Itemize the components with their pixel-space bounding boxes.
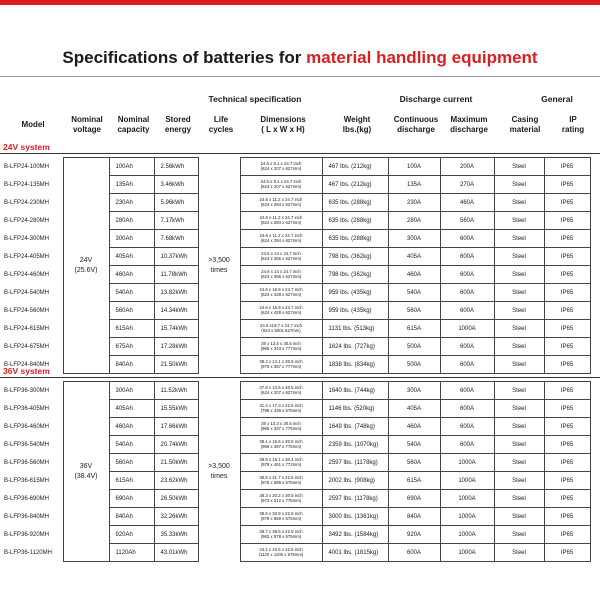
cell-casing: Steel (494, 544, 544, 562)
dimension-mm: (624 x 284 x 627mm) (260, 219, 302, 225)
cell-continuous-discharge: 230A (388, 194, 440, 212)
dimension-inch: 24.6 x 16.9 x 24.7 inch (259, 304, 303, 310)
dimension-inch: 38 x 13.5 x 30.5 inch (261, 340, 301, 346)
cell-model: B-LFP24-135MH (4, 181, 50, 188)
cell-casing: Steel (494, 356, 544, 374)
cell-maximum-discharge: 600A (440, 284, 494, 302)
cell-capacity: 300Ah (109, 230, 154, 248)
cell-energy: 3.46kWh (154, 176, 198, 194)
cell-ip-rating: IP65 (544, 338, 590, 356)
cell-maximum-discharge: 600A (440, 230, 494, 248)
cell-maximum-discharge: 1000A (440, 472, 494, 490)
cell-casing: Steel (494, 320, 544, 338)
group-technical-spec: Technical specification (208, 94, 302, 104)
cell-life-cycles (198, 382, 240, 562)
cell-ip-rating: IP65 (544, 302, 590, 320)
col-header-nominal-voltage: Nominal voltage (71, 115, 103, 134)
cell-dimensions (240, 338, 322, 356)
dimension-mm: (969 x 397 x 775mm) (260, 443, 302, 449)
dimension-mm: (624 x 356 x 627mm) (260, 255, 302, 261)
voltage-actual: (38.4V) (74, 472, 98, 480)
cell-capacity: 135Ah (109, 176, 154, 194)
cell-ip-rating: IP65 (544, 266, 590, 284)
cell-energy: 32.26kWh (154, 508, 198, 526)
cell-ip-rating: IP65 (544, 176, 590, 194)
col-header-ip-rating: IP rating (561, 115, 585, 134)
cell-casing: Steel (494, 302, 544, 320)
cell-capacity: 675Ah (109, 338, 154, 356)
dimension-mm: (965 x 343 x 777mm) (260, 345, 302, 351)
voltage-value: 24V (79, 257, 93, 265)
dimension-inch: 24.6 x 16.9 x 24.7 inch (259, 286, 303, 292)
cell-casing: Steel (494, 176, 544, 194)
cell-model: B-LFP24-615MH (4, 325, 50, 332)
cell-energy: 15.74kWh (154, 320, 198, 338)
cell-energy: 17.66kWh (154, 418, 198, 436)
cell-maximum-discharge: 200A (440, 158, 494, 176)
cell-capacity: 280Ah (109, 212, 154, 230)
cell-ip-rating: IP65 (544, 382, 590, 400)
dimension-mm: (978 x 461 x 772mm) (260, 461, 302, 467)
col-header-life-cycles: Life cycles (208, 115, 234, 134)
cycles-value: >3,500 (208, 463, 230, 471)
dimension-mm: (624 x 207 x 627mm) (260, 389, 302, 395)
dimension-inch: 38.3 x 20.2 x 30.5 inch (259, 492, 303, 498)
cell-continuous-discharge: 560A (388, 454, 440, 472)
cell-casing: Steel (494, 526, 544, 544)
cell-energy: 7.68kWh (154, 230, 198, 248)
cell-weight: 1649 lbs. (748kg) (322, 418, 388, 436)
dimension-inch: 38.2 x 14.1 x 30.6 inch (259, 358, 303, 364)
dimension-mm: (624 x 284 x 627mm) (260, 201, 302, 207)
cell-energy: 26.50kWh (154, 490, 198, 508)
col-header-nominal-capacity: Nominal capacity (117, 115, 150, 134)
cell-casing: Steel (494, 490, 544, 508)
cell-ip-rating: IP65 (544, 284, 590, 302)
dimension-inch: 38.5 x 33.8 x 22.6 inch (259, 510, 303, 516)
cell-continuous-discharge: 300A (388, 230, 440, 248)
cell-capacity: 920Ah (109, 526, 154, 544)
cell-maximum-discharge: 1000A (440, 544, 494, 562)
cell-model: B-LFP24-230MH (4, 199, 50, 206)
cell-casing: Steel (494, 158, 544, 176)
voltage-actual: (25.6V) (74, 266, 98, 274)
dimension-inch: 38.7 x 38.5 x 22.6 inch (259, 528, 303, 534)
cell-ip-rating: IP65 (544, 544, 590, 562)
cell-model: B-LFP36-405MH (4, 405, 50, 412)
cell-continuous-discharge: 540A (388, 436, 440, 454)
cell-energy: 10.37kWh (154, 248, 198, 266)
cell-continuous-discharge: 300A (388, 382, 440, 400)
col-header-stored-energy: Stored energy (164, 115, 192, 134)
cell-weight: 798 lbs. (362kg) (322, 266, 388, 284)
col-header-model: Model (21, 120, 45, 130)
cell-dimensions (240, 418, 322, 436)
cell-weight: 959 lbs. (435kg) (322, 302, 388, 320)
cell-weight: 2002 lbs. (908kg) (322, 472, 388, 490)
cell-casing: Steel (494, 338, 544, 356)
cell-energy: 21.50kWh (154, 454, 198, 472)
dimension-mm: (978 x 859 x 575mm) (260, 515, 302, 521)
cell-capacity: 560Ah (109, 454, 154, 472)
cell-capacity: 460Ah (109, 266, 154, 284)
cell-ip-rating: IP65 (544, 320, 590, 338)
cell-ip-rating: IP65 (544, 248, 590, 266)
cell-casing: Steel (494, 508, 544, 526)
cell-model: B-LFP36-460MH (4, 423, 50, 430)
cell-continuous-discharge: 460A (388, 418, 440, 436)
cell-continuous-discharge: 690A (388, 490, 440, 508)
cell-ip-rating: IP65 (544, 436, 590, 454)
cell-dimensions (240, 356, 322, 374)
cell-continuous-discharge: 840A (388, 508, 440, 526)
cell-model: B-LFP36-690MH (4, 495, 50, 502)
cell-weight: 635 lbs. (288kg) (322, 230, 388, 248)
cell-ip-rating: IP65 (544, 454, 590, 472)
dimension-mm: (798 x 439 x 575mm) (260, 407, 302, 413)
cell-energy: 11.52kWh (154, 382, 198, 400)
cell-dimensions (240, 212, 322, 230)
cell-capacity: 560Ah (109, 302, 154, 320)
cell-capacity: 300Ah (109, 382, 154, 400)
cell-weight: 959 lbs. (435kg) (322, 284, 388, 302)
cell-ip-rating: IP65 (544, 158, 590, 176)
cell-continuous-discharge: 540A (388, 284, 440, 302)
cell-model: B-LFP36-615MH (4, 477, 50, 484)
dimension-mm: (965 x 337 x 775mm) (260, 425, 302, 431)
dimension-inch: 24.6 x 8.1 x 24.7 inch (260, 178, 302, 184)
cell-capacity: 840Ah (109, 356, 154, 374)
cell-energy: 15.55kWh (154, 400, 198, 418)
cell-maximum-discharge: 600A (440, 266, 494, 284)
cell-casing: Steel (494, 436, 544, 454)
voltage-value: 36V (79, 463, 93, 471)
cell-dimensions (240, 382, 322, 400)
cell-weight: 3492 lbs. (1584kg) (322, 526, 388, 544)
cell-weight: 1838 lbs. (834kg) (322, 356, 388, 374)
cell-dimensions (240, 544, 322, 562)
cell-energy: 17.28kWh (154, 338, 198, 356)
cell-casing: Steel (494, 248, 544, 266)
cell-capacity: 540Ah (109, 284, 154, 302)
cell-ip-rating: IP65 (544, 508, 590, 526)
cell-capacity: 840Ah (109, 508, 154, 526)
section-line-36v (0, 377, 600, 378)
cell-weight: 1146 lbs. (520kg) (322, 400, 388, 418)
dimension-mm: (624 x 207 x 627mm) (260, 183, 302, 189)
cell-casing: Steel (494, 418, 544, 436)
col-header-weight: Weight lbs.(kg) (342, 115, 372, 134)
page-title (0, 48, 600, 68)
cell-weight: 1131 lbs. (513kg) (322, 320, 388, 338)
title-prefix: Specifications of batteries for (62, 48, 307, 67)
dimension-inch: 37.8 x 13.6 x 30.5 inch (259, 384, 303, 390)
cell-model: B-LFP36-1120MH (4, 549, 52, 556)
cell-life-cycles (198, 158, 240, 374)
col-header-continuous-discharge: Continuous discharge (393, 115, 439, 134)
cell-ip-rating: IP65 (544, 526, 590, 544)
cell-energy: 2.56kWh (154, 158, 198, 176)
cell-casing: Steel (494, 382, 544, 400)
cell-continuous-discharge: 600A (388, 544, 440, 562)
cell-continuous-discharge: 280A (388, 212, 440, 230)
cell-nominal-voltage (63, 158, 109, 374)
cell-continuous-discharge: 500A (388, 356, 440, 374)
cell-energy: 5.96kWh (154, 194, 198, 212)
cell-model: B-LFP36-540MH (4, 441, 50, 448)
dimension-inch: 31.4 x 17.3 x 22.6 inch (259, 402, 303, 408)
cell-capacity: 230Ah (109, 194, 154, 212)
cell-maximum-discharge: 1000A (440, 320, 494, 338)
cell-energy: 14.34kWh (154, 302, 198, 320)
cell-dimensions (240, 490, 322, 508)
cell-dimensions (240, 248, 322, 266)
cell-weight: 1624 lbs. (727kg) (322, 338, 388, 356)
cell-maximum-discharge: 600A (440, 436, 494, 454)
cell-continuous-discharge: 100A (388, 158, 440, 176)
cell-dimensions (240, 526, 322, 544)
cell-ip-rating: IP65 (544, 400, 590, 418)
cell-energy: 13.82kWh (154, 284, 198, 302)
cell-maximum-discharge: 600A (440, 338, 494, 356)
dimension-mm: (973 x 512 x 775mm) (260, 497, 302, 503)
cell-ip-rating: IP65 (544, 230, 590, 248)
cell-energy: 35.33kWh (154, 526, 198, 544)
cell-capacity: 615Ah (109, 320, 154, 338)
dimension-mm: (624 x 284 x 627mm) (260, 237, 302, 243)
cell-maximum-discharge: 600A (440, 382, 494, 400)
cell-maximum-discharge: 600A (440, 302, 494, 320)
dimension-inch: 24.6 x 11.2 x 24.7 inch (259, 196, 303, 202)
cell-dimensions (240, 266, 322, 284)
cell-casing: Steel (494, 194, 544, 212)
cell-continuous-discharge: 615A (388, 320, 440, 338)
cycles-unit: times (210, 472, 228, 480)
cell-weight: 1640 lbs. (744kg) (322, 382, 388, 400)
cell-maximum-discharge: 1000A (440, 508, 494, 526)
cell-capacity: 405Ah (109, 400, 154, 418)
cell-dimensions (240, 472, 322, 490)
cell-ip-rating: IP65 (544, 356, 590, 374)
cell-casing: Steel (494, 472, 544, 490)
cell-dimensions (240, 454, 322, 472)
cell-weight: 798 lbs. (362kg) (322, 248, 388, 266)
dimension-mm: (1120 x 1105 x 575mm) (258, 551, 304, 557)
cell-continuous-discharge: 560A (388, 302, 440, 320)
table-row (3, 158, 590, 176)
cell-capacity: 690Ah (109, 490, 154, 508)
col-header-maximum-discharge: Maximum discharge (450, 115, 488, 134)
dimension-inch: 38.1 x 15.6 x 30.5 inch (259, 438, 303, 444)
cell-dimensions (240, 176, 322, 194)
cell-energy: 21.50kWh (154, 356, 198, 374)
cell-model: B-LFP36-300MH (4, 387, 50, 394)
dimension-mm: (624 x 428 x 627mm) (260, 291, 302, 297)
cell-maximum-discharge: 600A (440, 356, 494, 374)
cell-ip-rating: IP65 (544, 418, 590, 436)
col-header-casing-material: Casing material (509, 115, 541, 134)
cell-capacity: 460Ah (109, 418, 154, 436)
cell-weight: 2359 lbs. (1070kg) (322, 436, 388, 454)
section-label-36v: 36V system (3, 366, 50, 376)
dimension-inch: 24.6 x 14 x 24.7 inch (261, 250, 301, 256)
cell-dimensions (240, 194, 322, 212)
cell-continuous-discharge: 920A (388, 526, 440, 544)
cell-weight: 635 lbs. (288kg) (322, 194, 388, 212)
dimension-inch: 44.1 x 43.5 x 22.6 inch (259, 546, 303, 552)
cell-energy: 23.62kWh (154, 472, 198, 490)
cell-energy: 43.01kWh (154, 544, 198, 562)
dimension-mm: (970 x 357 x 777mm) (260, 363, 302, 369)
group-general: General (541, 94, 573, 104)
cell-model: B-LFP24-405MH (4, 253, 50, 260)
dimension-mm: (624 x 500x 627mm) (261, 327, 301, 333)
dimension-inch: 38.5 x 18.1 x 30.4 inch (259, 456, 303, 462)
cell-energy: 11.78kWh (154, 266, 198, 284)
cell-maximum-discharge: 1000A (440, 490, 494, 508)
cell-maximum-discharge: 600A (440, 400, 494, 418)
cell-weight: 3000 lbs. (1361kg) (322, 508, 388, 526)
cell-capacity: 100Ah (109, 158, 154, 176)
cell-maximum-discharge: 600A (440, 418, 494, 436)
cell-casing: Steel (494, 284, 544, 302)
cell-weight: 635 lbs. (288kg) (322, 212, 388, 230)
cycles-value: >3,500 (208, 257, 230, 265)
cell-weight: 467 lbs. (212kg) (322, 158, 388, 176)
cell-model: B-LFP36-840MH (4, 513, 50, 520)
cell-casing: Steel (494, 400, 544, 418)
spec-table-24v (3, 157, 591, 374)
cell-casing: Steel (494, 454, 544, 472)
dimension-mm: (978 x 689 x 575mm) (260, 479, 302, 485)
dimension-mm: (624 x 356 x 627mm) (260, 273, 302, 279)
spec-table-36v (3, 381, 591, 562)
cell-maximum-discharge: 460A (440, 194, 494, 212)
cell-model: B-LFP24-840MH (4, 361, 50, 368)
dimension-inch: 24.6 x 8.1 x 24.7 inch (260, 160, 302, 166)
cell-model: B-LFP24-560MH (4, 307, 50, 314)
cell-energy: 7.17kWh (154, 212, 198, 230)
cell-energy: 20.74kWh (154, 436, 198, 454)
dimension-mm: (624 x 428 x 627mm) (260, 309, 302, 315)
dimension-inch: 38 x 13.3 x 30.5 inch (261, 420, 301, 426)
cell-weight: 2597 lbs. (1178kg) (322, 454, 388, 472)
cell-continuous-discharge: 135A (388, 176, 440, 194)
cell-weight: 4001 lbs. (1815kg) (322, 544, 388, 562)
cell-nominal-voltage (63, 382, 109, 562)
cell-model: B-LFP24-280MH (4, 217, 50, 224)
cell-dimensions (240, 508, 322, 526)
cycles-unit: times (210, 266, 228, 274)
cell-ip-rating: IP65 (544, 212, 590, 230)
title-divider (0, 76, 600, 77)
cell-continuous-discharge: 460A (388, 266, 440, 284)
dimension-inch: 24.6 x 11.2 x 24.7 inch (259, 232, 303, 238)
cell-maximum-discharge: 600A (440, 248, 494, 266)
section-line-24v (0, 153, 600, 154)
cell-capacity: 1120Ah (109, 544, 154, 562)
cell-casing: Steel (494, 266, 544, 284)
col-header-dimensions: Dimensions ( L x W x H) (260, 115, 306, 134)
cell-model: B-LFP24-675MH (4, 343, 50, 350)
cell-dimensions (240, 302, 322, 320)
cell-maximum-discharge: 1000A (440, 454, 494, 472)
title-highlight: material handling equipment (306, 48, 538, 67)
cell-continuous-discharge: 615A (388, 472, 440, 490)
cell-model: B-LFP24-300MH (4, 235, 50, 242)
dimension-inch: 24.6 x 11.2 x 24.7 inch (259, 214, 303, 220)
cell-ip-rating: IP65 (544, 490, 590, 508)
cell-dimensions (240, 436, 322, 454)
cell-capacity: 615Ah (109, 472, 154, 490)
table-row (3, 382, 590, 400)
dimension-inch: 24.6 x19.7 x 24.7 inch (259, 322, 303, 328)
cell-ip-rating: IP65 (544, 472, 590, 490)
cell-continuous-discharge: 500A (388, 338, 440, 356)
cell-maximum-discharge: 270A (440, 176, 494, 194)
cell-model: B-LFP24-100MH (4, 163, 50, 170)
cell-weight: 2597 lbs. (1178kg) (322, 490, 388, 508)
cell-model: B-LFP24-540MH (4, 289, 50, 296)
cell-dimensions (240, 158, 322, 176)
cell-maximum-discharge: 1000A (440, 526, 494, 544)
cell-dimensions (240, 284, 322, 302)
cell-weight: 467 lbs. (212kg) (322, 176, 388, 194)
cell-casing: Steel (494, 212, 544, 230)
dimension-mm: (624 x 207 x 627mm) (260, 165, 302, 171)
cell-dimensions (240, 230, 322, 248)
dimension-inch: 38.5 x 21.7 x 22.6 inch (259, 474, 303, 480)
cell-capacity: 405Ah (109, 248, 154, 266)
cell-continuous-discharge: 405A (388, 400, 440, 418)
dimension-mm: (982 x 978 x 575mm) (260, 533, 302, 539)
group-discharge-current: Discharge current (399, 94, 473, 104)
cell-model: B-LFP36-920MH (4, 531, 50, 538)
cell-maximum-discharge: 560A (440, 212, 494, 230)
cell-dimensions (240, 320, 322, 338)
cell-dimensions (240, 400, 322, 418)
cell-casing: Steel (494, 230, 544, 248)
cell-model: B-LFP36-560MH (4, 459, 50, 466)
dimension-inch: 24.6 x 14 x 24.7 inch (261, 268, 301, 274)
top-accent-bar (0, 0, 600, 5)
cell-continuous-discharge: 405A (388, 248, 440, 266)
cell-model: B-LFP24-460MH (4, 271, 50, 278)
cell-ip-rating: IP65 (544, 194, 590, 212)
cell-capacity: 540Ah (109, 436, 154, 454)
section-label-24v: 24V system (3, 142, 50, 152)
